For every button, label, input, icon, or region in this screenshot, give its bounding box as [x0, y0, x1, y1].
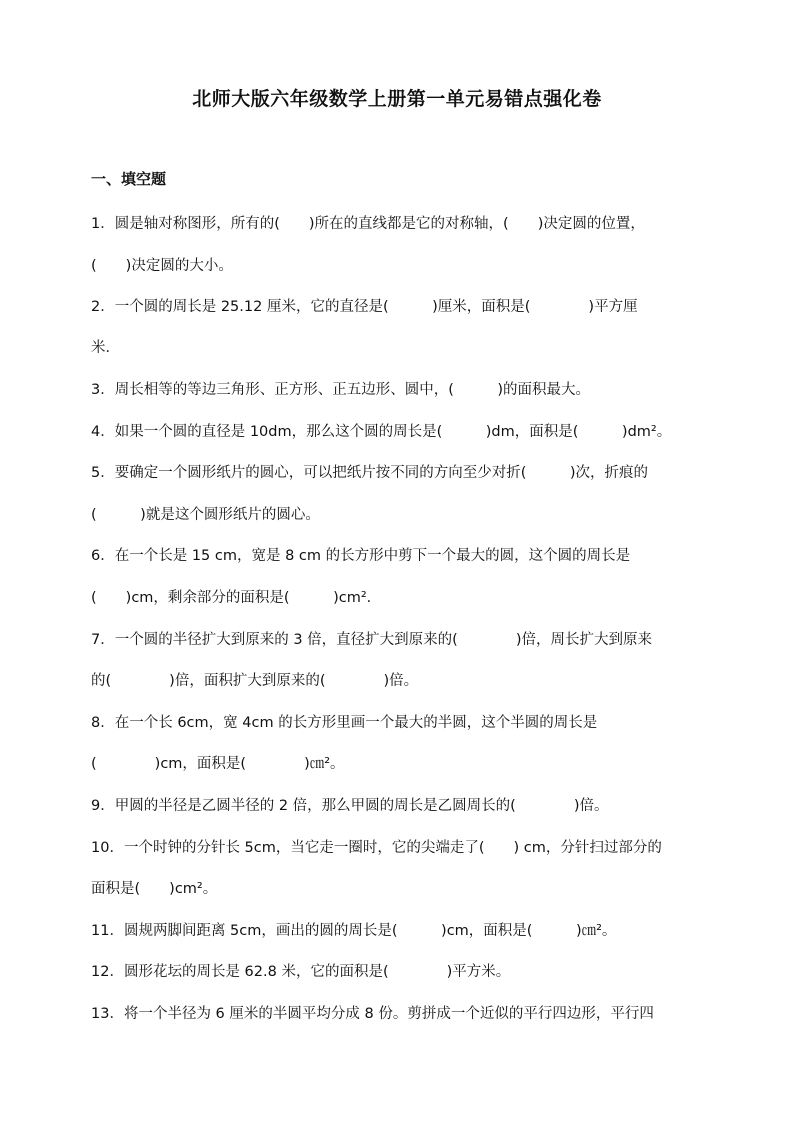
question-line: 3．周长相等的等边三角形、正方形、正五边形、圆中，( )的面积最大。 — [91, 382, 591, 398]
question-line: ( )cm，面积是( )㎝²。 — [91, 756, 345, 772]
question-line: 面积是( )cm²。 — [91, 881, 218, 897]
question-line: 1．圆是轴对称图形，所有的( )所在的直线都是它的对称轴，( )决定圆的位置， — [91, 216, 645, 232]
question-line: 的( )倍，面积扩大到原来的( )倍。 — [91, 673, 419, 689]
question-line: 8．在一个长 6cm，宽 4cm 的长方形里画一个最大的半圆，这个半圆的周长是 — [91, 715, 598, 731]
question-line: ( )cm，剩余部分的面积是( )cm²． — [91, 590, 382, 606]
question-line: 10．一个时钟的分针长 5cm，当它走一圈时，它的尖端走了( ) cm，分针扫过部分的 — [91, 840, 662, 856]
section-title: 一、填空题 — [91, 170, 167, 188]
question-line: 6．在一个长是 15 cm，宽是 8 cm 的长方形中剪下一个最大的圆，这个圆的周长是 — [91, 548, 631, 564]
question-line: 4．如果一个圆的直径是 10dm，那么这个圆的周长是( )dm，面积是( )dm²。 — [91, 424, 672, 440]
question-line: ( )决定圆的大小。 — [91, 258, 233, 274]
question-line: 7．一个圆的半径扩大到原来的 3 倍，直径扩大到原来的( )倍，周长扩大到原来 — [91, 632, 652, 648]
question-line: ( )就是这个圆形纸片的圆心。 — [91, 507, 320, 523]
question-line: 13．将一个半径为 6 厘米的半圆平均分成 8 份。剪拼成一个近似的平行四边形，平行四 — [91, 1006, 654, 1022]
question-line: 9．甲圆的半径是乙圆半径的 2 倍，那么甲圆的周长是乙圆周长的( )倍。 — [91, 798, 609, 814]
question-line: 12．圆形花坛的周长是 62.8 米，它的面积是( )平方米。 — [91, 964, 511, 980]
question-line: 5．要确定一个圆形纸片的圆心，可以把纸片按不同的方向至少对折( )次，折痕的 — [91, 465, 649, 481]
question-line: 2．一个圆的周长是 25.12 厘米，它的直径是( )厘米，面积是( )平方厘 — [91, 299, 638, 315]
question-line: 11．圆规两脚间距离 5cm，画出的圆的周长是( )cm，面积是( )㎝²。 — [91, 923, 617, 939]
question-line: 米． — [91, 340, 120, 356]
document-title: 北师大版六年级数学上册第一单元易错点强化卷 — [192, 88, 602, 110]
